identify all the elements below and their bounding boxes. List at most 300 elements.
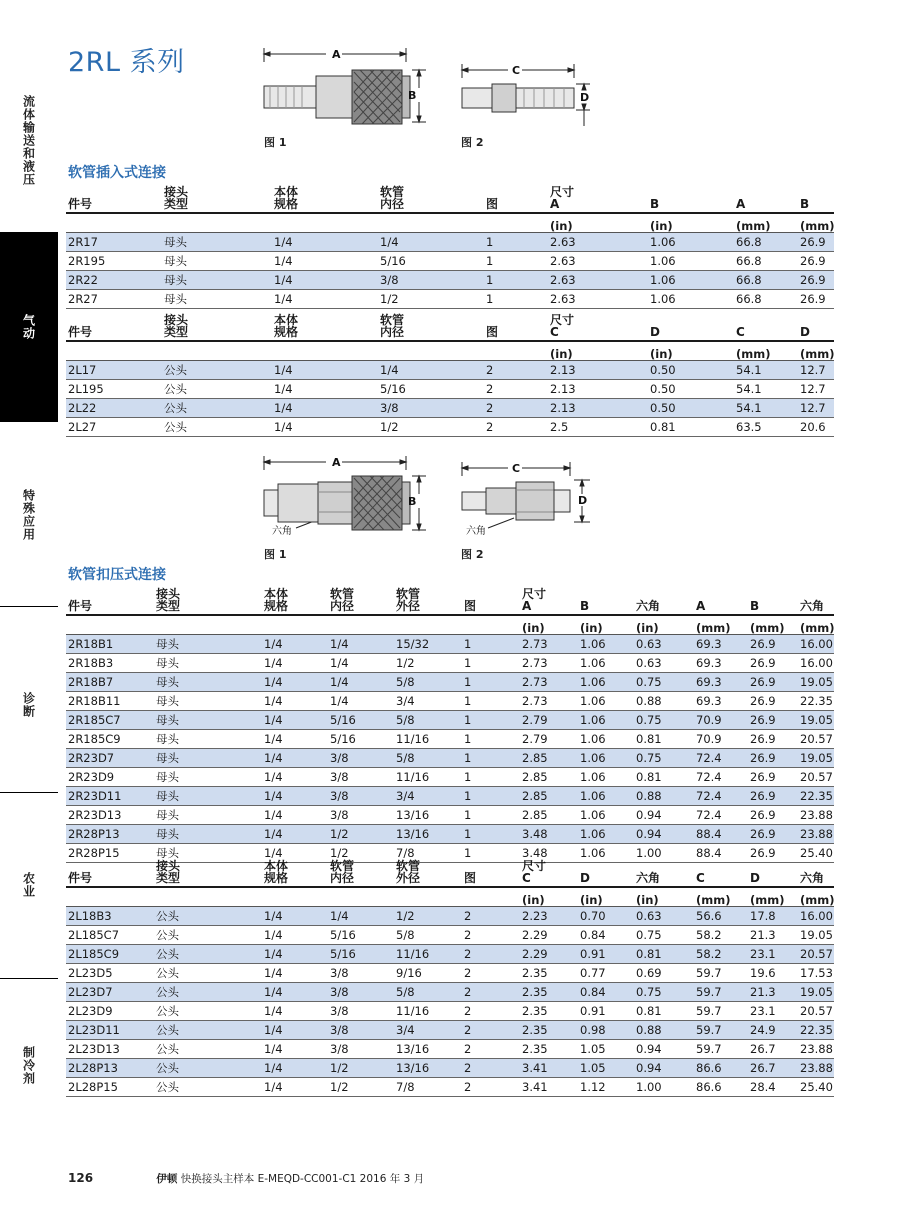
table-cell: 19.05 <box>798 711 834 730</box>
table-cell: 1/4 <box>262 1078 328 1097</box>
col-header: (mm) <box>734 213 798 233</box>
table-cell: 26.9 <box>748 825 798 844</box>
table-cell: 16.00 <box>798 907 834 926</box>
table-cell: 5/8 <box>394 711 462 730</box>
table-cell: 0.84 <box>578 983 634 1002</box>
table-cell: 1/4 <box>262 711 328 730</box>
table-cell: 20.57 <box>798 768 834 787</box>
table-cell: 1/4 <box>328 907 394 926</box>
col-header: C <box>694 852 748 887</box>
table-cell: 21.3 <box>748 926 798 945</box>
table-cell: 0.94 <box>634 1059 694 1078</box>
col-header: 尺寸 C <box>520 852 578 887</box>
col-header <box>378 213 484 233</box>
table-cell: 母头 <box>162 252 272 271</box>
col-header: (in) <box>648 341 734 361</box>
table-cell: 2.79 <box>520 711 578 730</box>
col-header: 接头 类型 <box>154 852 262 887</box>
table-header-row <box>66 178 834 213</box>
plug-male-barb-diagram <box>456 60 596 130</box>
table-cell: 2.85 <box>520 768 578 787</box>
table-cell: 0.70 <box>578 907 634 926</box>
table-cell: 1 <box>462 806 520 825</box>
col-header: 接头 类型 <box>162 178 272 213</box>
col-header <box>154 615 262 635</box>
table-cell: 1 <box>462 654 520 673</box>
table-cell: 3/8 <box>328 1040 394 1059</box>
table-cell: 2 <box>462 1021 520 1040</box>
dim-label-d: D <box>580 91 590 104</box>
table-cell: 0.63 <box>634 635 694 654</box>
table-cell: 2 <box>462 1059 520 1078</box>
table-cell: 0.69 <box>634 964 694 983</box>
table-cell: 2 <box>462 1078 520 1097</box>
brand-name: 伊顿 <box>156 1173 178 1185</box>
table-cell: 公头 <box>154 1002 262 1021</box>
col-header: (in) <box>648 213 734 233</box>
table-cell: 1/2 <box>328 1059 394 1078</box>
table-cell: 21.3 <box>748 983 798 1002</box>
table-cell: 2.35 <box>520 983 578 1002</box>
page-title: 2RL 系列 <box>68 47 185 78</box>
table-cell: 2.13 <box>548 399 648 418</box>
table-cell: 2.5 <box>548 418 648 437</box>
table-cell: 1.06 <box>578 711 634 730</box>
table-cell: 1/4 <box>378 361 484 380</box>
table-cell: 母头 <box>154 711 262 730</box>
table-cell: 2 <box>462 1040 520 1059</box>
table-cell: 2 <box>484 380 548 399</box>
figure-label: 图 1 <box>264 548 287 561</box>
table-row <box>66 1040 834 1059</box>
table-cell: 2R23D9 <box>66 768 154 787</box>
table-cell: 20.6 <box>798 418 834 437</box>
table-cell: 2 <box>484 399 548 418</box>
table-cell: 26.9 <box>748 768 798 787</box>
table-cell: 54.1 <box>734 399 798 418</box>
table-cell: 2L185C9 <box>66 945 154 964</box>
table-cell: 1 <box>462 768 520 787</box>
table-cell: 0.91 <box>578 945 634 964</box>
table-cell: 0.75 <box>634 673 694 692</box>
col-header <box>378 341 484 361</box>
col-header <box>394 887 462 907</box>
col-header <box>328 887 394 907</box>
table-cell: 59.7 <box>694 983 748 1002</box>
col-header: 本体 规格 <box>262 852 328 887</box>
table-cell: 16.00 <box>798 654 834 673</box>
col-header: 件号 <box>66 852 154 887</box>
table-cell: 1.06 <box>578 787 634 806</box>
table-row <box>66 926 834 945</box>
sidebar-item-label: 气动 <box>21 314 36 340</box>
table-cell: 母头 <box>154 635 262 654</box>
hose-crimp-male-table <box>66 852 834 1097</box>
table-cell: 公头 <box>162 399 272 418</box>
sidebar-item-label: 流体输送和液压 <box>21 94 36 186</box>
table-row <box>66 964 834 983</box>
table-cell: 0.91 <box>578 1002 634 1021</box>
table-cell: 1/4 <box>272 233 378 252</box>
table-cell: 2.35 <box>520 1002 578 1021</box>
col-header <box>394 615 462 635</box>
table-cell: 28.4 <box>748 1078 798 1097</box>
hose-crimp-female-table <box>66 580 834 863</box>
table-cell: 0.81 <box>634 945 694 964</box>
table-cell: 1.06 <box>578 635 634 654</box>
table-cell: 3/8 <box>328 768 394 787</box>
table-cell: 88.4 <box>694 844 748 863</box>
table-cell: 公头 <box>154 907 262 926</box>
col-header: (mm) <box>748 615 798 635</box>
table-cell: 0.94 <box>634 1040 694 1059</box>
table-cell: 1/4 <box>262 635 328 654</box>
table-row <box>66 418 834 437</box>
col-header: C <box>734 306 798 341</box>
col-header: 六角 <box>798 852 834 887</box>
sidebar-divider <box>0 792 58 793</box>
table-cell: 母头 <box>162 233 272 252</box>
table-cell: 19.05 <box>798 926 834 945</box>
col-header: (mm) <box>798 213 834 233</box>
table-row <box>66 1059 834 1078</box>
table-cell: 0.88 <box>634 787 694 806</box>
table-cell: 26.9 <box>748 844 798 863</box>
table-cell: 公头 <box>162 361 272 380</box>
units-row <box>66 213 834 233</box>
table-cell: 26.9 <box>748 711 798 730</box>
table-cell: 1/4 <box>328 692 394 711</box>
table-cell: 70.9 <box>694 730 748 749</box>
table-row <box>66 233 834 252</box>
dim-label-c: C <box>512 64 521 77</box>
units-row <box>66 887 834 907</box>
table-cell: 0.75 <box>634 983 694 1002</box>
table-cell: 2L18B3 <box>66 907 154 926</box>
table-cell: 1/4 <box>272 361 378 380</box>
table-cell: 2R23D7 <box>66 749 154 768</box>
table-cell: 1/4 <box>262 1002 328 1021</box>
table-cell: 26.9 <box>798 290 834 309</box>
table-cell: 2R27 <box>66 290 162 309</box>
dim-label-a: A <box>332 456 341 469</box>
table-cell: 母头 <box>154 673 262 692</box>
table-cell: 1/2 <box>328 825 394 844</box>
table-cell: 公头 <box>154 1040 262 1059</box>
table-cell: 0.88 <box>634 1021 694 1040</box>
table-cell: 1.06 <box>578 806 634 825</box>
sidebar-item-diagnostics[interactable] <box>0 620 58 790</box>
table-cell: 1/4 <box>262 907 328 926</box>
table-cell: 88.4 <box>694 825 748 844</box>
sidebar-item-label: 农业 <box>21 872 36 898</box>
table-cell: 20.57 <box>798 945 834 964</box>
col-header <box>66 615 154 635</box>
table-cell: 3/8 <box>328 806 394 825</box>
table-cell: 1 <box>462 673 520 692</box>
catalog-info: 快换接头主样本 E-MEQD-CC001-C1 2016 年 3 月 <box>180 1173 425 1185</box>
col-header: 图 <box>484 178 548 213</box>
col-header: (in) <box>548 213 648 233</box>
table-cell: 2L23D5 <box>66 964 154 983</box>
table-cell: 1 <box>462 692 520 711</box>
table-cell: 3/8 <box>328 983 394 1002</box>
table-cell: 1 <box>462 730 520 749</box>
hex-label: 六角 <box>466 526 486 537</box>
table-cell: 1.05 <box>578 1040 634 1059</box>
table-cell: 17.8 <box>748 907 798 926</box>
table-cell: 2R23D13 <box>66 806 154 825</box>
dim-label-d: D <box>578 494 588 507</box>
table-cell: 22.35 <box>798 692 834 711</box>
table-cell: 母头 <box>154 768 262 787</box>
table-cell: 2.85 <box>520 806 578 825</box>
table-cell: 0.77 <box>578 964 634 983</box>
table-cell: 母头 <box>154 730 262 749</box>
table-cell: 13/16 <box>394 1040 462 1059</box>
table-cell: 母头 <box>162 290 272 309</box>
dim-label-c: C <box>512 462 521 475</box>
table-cell: 1/4 <box>272 290 378 309</box>
table-cell: 3/8 <box>328 1021 394 1040</box>
col-header: (in) <box>634 887 694 907</box>
col-header: B <box>648 178 734 213</box>
table-cell: 2R185C7 <box>66 711 154 730</box>
table-cell: 69.3 <box>694 692 748 711</box>
table-cell: 5/16 <box>378 380 484 399</box>
table-cell: 0.50 <box>648 361 734 380</box>
col-header: 软管 外径 <box>394 580 462 615</box>
table-cell: 0.75 <box>634 711 694 730</box>
table-cell: 5/16 <box>328 926 394 945</box>
table-cell: 86.6 <box>694 1078 748 1097</box>
table-cell: 1.06 <box>578 749 634 768</box>
table-cell: 72.4 <box>694 806 748 825</box>
table-cell: 11/16 <box>394 730 462 749</box>
table-cell: 0.94 <box>634 825 694 844</box>
table-cell: 26.9 <box>748 806 798 825</box>
table-cell: 3.48 <box>520 844 578 863</box>
col-header: (in) <box>578 615 634 635</box>
table-cell: 70.9 <box>694 711 748 730</box>
table-cell: 20.57 <box>798 730 834 749</box>
table-cell: 1 <box>484 233 548 252</box>
table-cell: 2R23D11 <box>66 787 154 806</box>
table-cell: 3/4 <box>394 692 462 711</box>
table-header-row <box>66 852 834 887</box>
table-cell: 0.94 <box>634 806 694 825</box>
table-cell: 0.81 <box>634 768 694 787</box>
table-row <box>66 749 834 768</box>
table-cell: 1.06 <box>648 252 734 271</box>
table-cell: 2L185C7 <box>66 926 154 945</box>
col-header <box>262 615 328 635</box>
table-cell: 0.81 <box>634 730 694 749</box>
table-cell: 3/8 <box>328 1002 394 1021</box>
sidebar-divider <box>0 606 58 607</box>
dim-label-a: A <box>332 48 341 61</box>
table-cell: 1 <box>484 271 548 290</box>
table-cell: 公头 <box>162 418 272 437</box>
hose-barb-male-table <box>66 306 834 437</box>
col-header: (in) <box>520 887 578 907</box>
col-header <box>328 615 394 635</box>
sidebar-item-agriculture[interactable] <box>0 800 58 970</box>
table-cell: 2L23D9 <box>66 1002 154 1021</box>
table-cell: 58.2 <box>694 926 748 945</box>
col-header <box>462 887 520 907</box>
table-row <box>66 271 834 290</box>
col-header <box>66 887 154 907</box>
table-cell: 1/4 <box>272 252 378 271</box>
col-header: 接头 类型 <box>162 306 272 341</box>
table-cell: 1 <box>484 252 548 271</box>
table-cell: 3/4 <box>394 787 462 806</box>
table-cell: 2 <box>462 1002 520 1021</box>
sidebar-item-pneumatic[interactable] <box>0 232 58 422</box>
col-header: B <box>798 178 834 213</box>
table-cell: 2.73 <box>520 673 578 692</box>
table-cell: 7/8 <box>394 1078 462 1097</box>
table-cell: 2L27 <box>66 418 162 437</box>
table-cell: 2R195 <box>66 252 162 271</box>
table-row <box>66 692 834 711</box>
col-header <box>66 341 162 361</box>
col-header: 图 <box>484 306 548 341</box>
sidebar-item-fluid[interactable] <box>0 80 58 200</box>
table-cell: 5/16 <box>328 945 394 964</box>
table-cell: 13/16 <box>394 1059 462 1078</box>
table-cell: 5/16 <box>328 730 394 749</box>
table-cell: 13/16 <box>394 806 462 825</box>
col-header: (mm) <box>694 887 748 907</box>
col-header <box>162 213 272 233</box>
table-cell: 19.05 <box>798 673 834 692</box>
col-header: (in) <box>548 341 648 361</box>
table-cell: 66.8 <box>734 290 798 309</box>
table-cell: 2.73 <box>520 654 578 673</box>
table-cell: 3/4 <box>394 1021 462 1040</box>
table-cell: 72.4 <box>694 749 748 768</box>
table-cell: 1.06 <box>648 271 734 290</box>
table-cell: 1/4 <box>262 749 328 768</box>
sidebar-item-special[interactable] <box>0 450 58 580</box>
table-cell: 2R18B1 <box>66 635 154 654</box>
table-cell: 1/4 <box>262 692 328 711</box>
col-header: 件号 <box>66 580 154 615</box>
table-cell: 66.8 <box>734 271 798 290</box>
table-cell: 2.63 <box>548 252 648 271</box>
table-cell: 2.63 <box>548 271 648 290</box>
col-header <box>262 887 328 907</box>
col-header: 六角 <box>798 580 834 615</box>
col-header <box>272 213 378 233</box>
table-cell: 2 <box>462 945 520 964</box>
figure-label: 图 1 <box>264 136 287 149</box>
col-header: 软管 内径 <box>328 852 394 887</box>
table-cell: 72.4 <box>694 768 748 787</box>
table-cell: 66.8 <box>734 233 798 252</box>
table-cell: 23.88 <box>798 806 834 825</box>
table-row <box>66 907 834 926</box>
page-number: 126 <box>68 1171 94 1185</box>
table-cell: 25.40 <box>798 1078 834 1097</box>
table-cell: 1/2 <box>394 654 462 673</box>
table-cell: 2L22 <box>66 399 162 418</box>
table-cell: 3/8 <box>378 399 484 418</box>
sidebar-item-label: 诊断 <box>21 692 36 718</box>
table-cell: 1.06 <box>578 768 634 787</box>
table-cell: 1/4 <box>262 787 328 806</box>
table-cell: 1/4 <box>378 233 484 252</box>
table-cell: 1.06 <box>648 233 734 252</box>
sidebar-item-refrigerant[interactable] <box>0 990 58 1140</box>
table-cell: 1/4 <box>262 844 328 863</box>
table-row <box>66 1078 834 1097</box>
col-header: 尺寸 A <box>548 178 648 213</box>
table-cell: 54.1 <box>734 361 798 380</box>
table-cell: 22.35 <box>798 787 834 806</box>
col-header: 件号 <box>66 306 162 341</box>
table-cell: 5/16 <box>378 252 484 271</box>
table-cell: 母头 <box>154 806 262 825</box>
table-cell: 56.6 <box>694 907 748 926</box>
table-cell: 公头 <box>154 1078 262 1097</box>
col-header <box>484 213 548 233</box>
table-cell: 23.88 <box>798 1059 834 1078</box>
table-cell: 1.06 <box>648 290 734 309</box>
table-cell: 63.5 <box>734 418 798 437</box>
col-header: (mm) <box>798 887 834 907</box>
col-header: 六角 <box>634 852 694 887</box>
col-header: (mm) <box>694 615 748 635</box>
table-cell: 1/4 <box>262 673 328 692</box>
table-cell: 5/16 <box>328 711 394 730</box>
table-cell: 公头 <box>154 926 262 945</box>
sidebar-item-label: 制冷剂 <box>21 1045 36 1085</box>
table-cell: 26.9 <box>748 635 798 654</box>
table-cell: 26.9 <box>748 692 798 711</box>
section-title: 软管扣压式连接 <box>68 567 166 583</box>
table-row <box>66 1021 834 1040</box>
table-cell: 26.9 <box>748 749 798 768</box>
col-header: (mm) <box>798 341 834 361</box>
table-row <box>66 825 834 844</box>
table-cell: 1/4 <box>262 806 328 825</box>
table-row <box>66 1002 834 1021</box>
table-cell: 17.53 <box>798 964 834 983</box>
table-cell: 12.7 <box>798 399 834 418</box>
table-cell: 2 <box>484 418 548 437</box>
table-cell: 母头 <box>154 749 262 768</box>
table-cell: 23.88 <box>798 1040 834 1059</box>
units-row <box>66 615 834 635</box>
table-cell: 2L195 <box>66 380 162 399</box>
table-row <box>66 380 834 399</box>
table-cell: 1/4 <box>262 926 328 945</box>
table-row <box>66 673 834 692</box>
table-row <box>66 654 834 673</box>
table-cell: 22.35 <box>798 1021 834 1040</box>
table-cell: 2R28P15 <box>66 844 154 863</box>
table-cell: 12.7 <box>798 361 834 380</box>
table-cell: 1/4 <box>262 768 328 787</box>
table-cell: 1/4 <box>262 654 328 673</box>
table-cell: 2R18B3 <box>66 654 154 673</box>
table-cell: 0.98 <box>578 1021 634 1040</box>
col-header <box>66 213 162 233</box>
sidebar <box>0 0 58 1225</box>
